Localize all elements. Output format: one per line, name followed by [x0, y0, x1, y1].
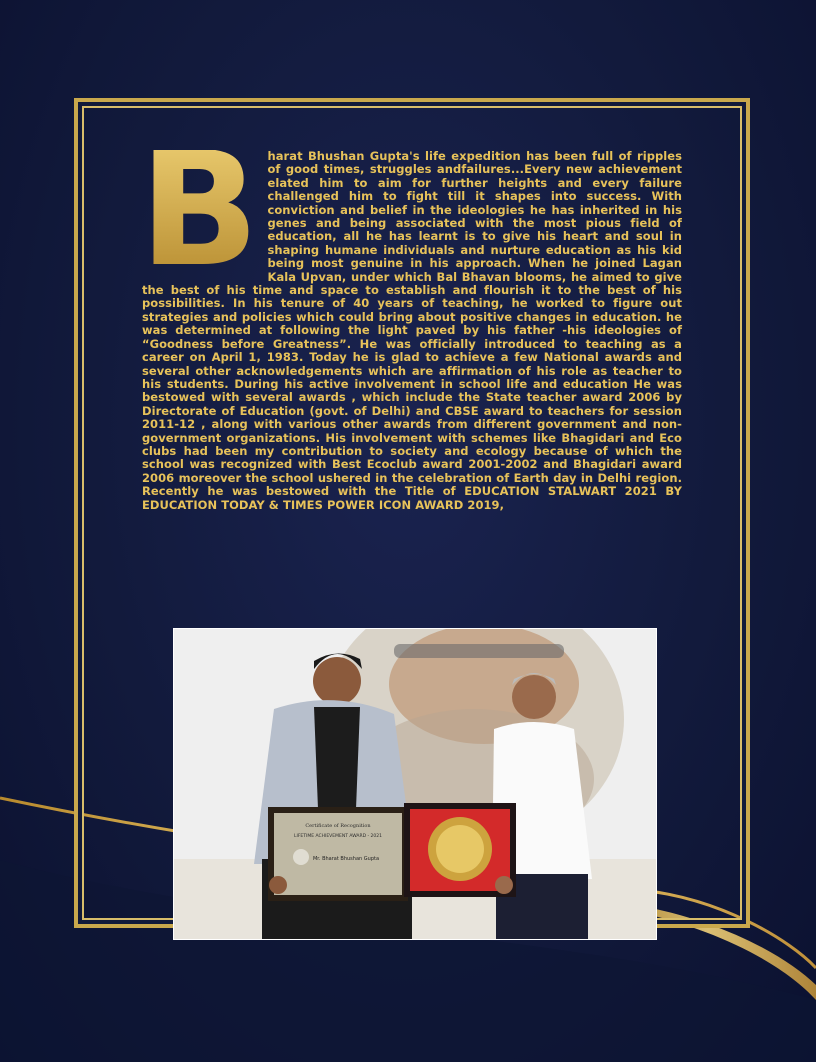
- article-body: [139, 118, 682, 512]
- certificate-award: LIFETIME ACHIEVEMENT AWARD - 2021: [293, 834, 383, 839]
- certificate-heading: Certificate of Recognition: [305, 823, 371, 829]
- drop-cap: B: [139, 118, 260, 302]
- article-text: harat Bhushan Gupta's life expedition has been full of ripples of good times, struggles andfailures...Every new achievement elated him to aim for further heights and every failure challenged him to fight till it shapes into success. With conviction and belief in the ideologies he has inherited in his genes and being associated with the most pious field of education, all he has learnt is to give his heart and soul in shaping humane individuals and nurture education as his kid being most genuine in his approach. When he joined Lagan Kala Upvan, under which Bal Bhavan blooms, he aimed to give the best of his time and space to establish and flourish it to the best of his possibilities. In his tenure of 40 years of teaching, he worked to figure out strategies and policies which could bring about positive changes in education. he was determined at following the light paved by his father -his ideologies of “Goodness before Greatness”. He was officially introduced to teaching as a career on April 1, 1983. Today he is glad to achieve a few National awards and several other acknowledgements which are affirmation of his role as teacher to his students. During his active involvement in school life and education He was bestowed with several awards , which include the State teacher award 2006 by Directorate of Education (govt. of Delhi) and CBSE award to teachers for session 2011-12 , along with various other awards from different government and non-government organizations. His involvement with schemes like Bhagidari and Eco clubs had been my contribution to society and ecology because of which the school was recognized with Best Ecoclub award 2001-2002 and Bhagidari award 2006 moreover the school ushered in the celebration of Earth day in Delhi region. Recently he was bestowed with the Title of EDUCATION STALWART 2021 BY EDUCATION TODAY & TIMES POWER ICON AWARD 2019,: [142, 149, 682, 512]
- certificate-name: Mr. Bharat Bhushan Gupta: [312, 856, 380, 862]
- award-ceremony-photo: [173, 628, 657, 940]
